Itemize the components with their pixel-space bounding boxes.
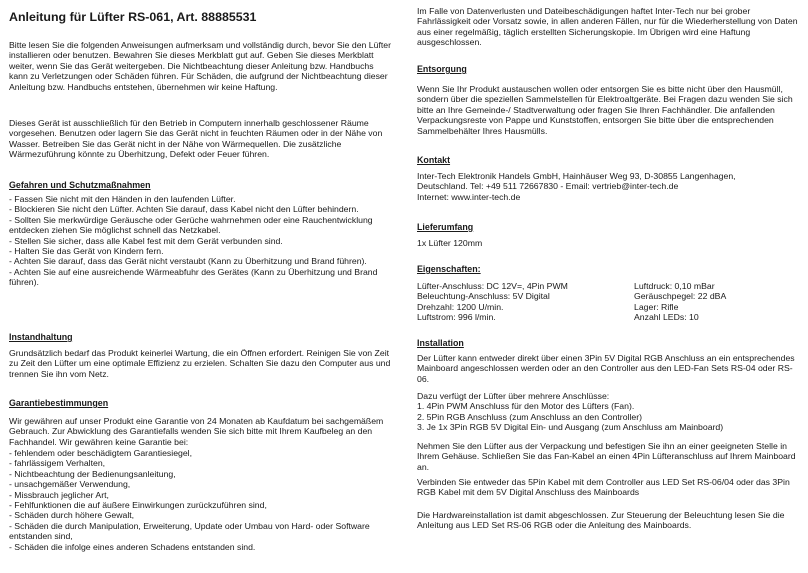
gefahren-item: - Sollten Sie merkwürdige Geräusche oder Gerüche wahrnehmen oder eine Rauchentwicklung entdecken ziehen Sie möglichst schnell das Netzkabel. <box>9 214 373 236</box>
installation-heading: Installation <box>417 338 464 348</box>
kontakt-website: Internet: www.inter-tech.de <box>417 191 521 202</box>
garantie-item: - Missbrauch jeglicher Art, <box>9 489 109 500</box>
eigenschaften-heading: Eigenschaften: <box>417 264 481 274</box>
gefahren-item: - Fassen Sie nicht mit den Händen in den laufenden Lüfter. <box>9 194 236 204</box>
usage-paragraph: Dieses Gerät ist ausschließlich für den Betrieb in Computern innerhalb geschlossener Räume vorgesehen. Benutzen oder lagern Sie das Gerät nicht in feuchten Räumen oder in der Nähe von Wasser. Betreiben Sie das Gerät nicht in der Nähe von Wärmequellen. Die zusätzliche Wärmezuführung könnte zu Überhitzung, Defekt oder Feuer führen. <box>9 118 383 160</box>
installation-list-item: 3. Je 1x 3Pin RGB 5V Digital Ein- und Ausgang (zum Anschluss am Mainboard) <box>417 422 724 433</box>
kontakt-block <box>417 171 801 202</box>
haftung-text: Im Falle von Datenverlusten und Dateibeschädigungen haftet Inter-Tech nur bei grober Fahrlässigkeit oder Vorsatz sowie, in allen anderen Fällen, nur für die Wiederherstellung von Daten aus einer regelmäßig, täglich erstellten Sicherungskopie. Im Übrigen wird eine Haftung ausgeschlossen. <box>417 6 798 48</box>
installation-list-item: 1. 4Pin PWM Anschluss für den Motor des Lüfters (Fan). <box>417 401 635 412</box>
installation-connectors-intro: Dazu verfügt der Lüfter über mehrere Anschlüsse: <box>417 391 610 401</box>
installation-paragraph-1: Der Lüfter kann entweder direkt über einen 3Pin 5V Digital RGB Anschluss an ein entsprechendes Mainboard angeschlossen werden oder an den Controller aus den LED-Fan Sets RS-04 oder RS-06. <box>417 353 795 384</box>
lieferumfang-text: 1x Lüfter 120mm <box>417 238 483 248</box>
spec-item: Luftstrom: 996 l/min. <box>417 312 496 323</box>
spec-item: Lager: Rifle <box>634 301 679 312</box>
garantie-item: - Schäden die infolge eines anderen Schadens entstanden sind. <box>9 541 256 552</box>
specs-right-column <box>634 281 801 323</box>
gefahren-item: - Achten Sie darauf, dass das Gerät nicht verstaubt (Kann zu Überhitzung und Brand führen). <box>9 256 367 267</box>
garantie-heading: Garantiebestimmungen <box>9 398 109 408</box>
instandhaltung-text: Grundsätzlich bedarf das Produkt keinerlei Wartung, die ein Öffnen erfordert. Reinigen Sie von Zeit zu Zeit den Lüfter um eine optimale Effizienz zu erzielen. Schalten Sie dazu den Computer aus und trennen Sie ihn vom Netz. <box>9 348 391 379</box>
spec-item: Luftdruck: 0,10 mBar <box>634 281 715 291</box>
intro-paragraph: Bitte lesen Sie die folgenden Anweisungen aufmerksam und vollständig durch, bevor Sie den Lüfter installieren oder benutzen. Bewahren Sie dieses Merkblatt gut auf. Geben Sie dieses Merkblatt weiter, wenn Sie das Gerät weitergeben. Die Nichtbeachtung dieser Anleitung bzw. Handbuchs kann zu Verletzungen oder Schäden führen. Für Schäden, die aufgrund der Nichtbeachtung dieser Anleitung bzw. Handbuchs entstehen, übernehmen wir keine Haftung. <box>9 40 392 92</box>
garantie-list <box>9 448 393 552</box>
installation-paragraph-4: Verbinden Sie entweder das 5Pin Kabel mit dem Controller aus LED Set RS-06/04 oder das 3Pin RGB Kabel mit dem 5V Digital Anschluss des Mainboards <box>417 477 790 498</box>
spec-item: Geräuschpegel: 22 dBA <box>634 291 727 302</box>
installation-paragraph-5: Die Hardwareinstallation ist damit abgeschlossen. Zur Steuerung der Beleuchtung lesen Sie die Anleitung aus LED Set RS-06 RGB oder die Anleitung des Mainboards. <box>417 510 785 531</box>
garantie-item: - unsachgemäßer Verwendung, <box>9 479 131 490</box>
garantie-text: Wir gewähren auf unser Produkt eine Garantie von 24 Monaten ab Kaufdatum bei sachgemäßem Gebrauch. Zur Abwicklung des Garantiefalls wenden Sie sich bitte mit Ihrem Kaufbeleg an den Fachhandel. Wir gewähren keine Garantie bei: <box>9 416 384 447</box>
garantie-item: - Schäden durch höhere Gewalt, <box>9 510 135 521</box>
gefahren-list <box>9 194 393 288</box>
spec-item: Beleuchtung-Anschluss: 5V Digital <box>417 291 550 302</box>
gefahren-heading: Gefahren und Schutzmaßnahmen <box>9 180 151 190</box>
document-title: Anleitung für Lüfter RS-061, Art. 88885531 <box>9 10 257 24</box>
installation-paragraph-3: Nehmen Sie den Lüfter aus der Verpackung und befestigen Sie ihn an einer geeigneten Stelle in Ihrem Gehäuse. Schließen Sie das Fan-Kabel an einen 4Pin Lüfteranschluss auf Ihrem Mainboard an. <box>417 441 796 472</box>
spec-item: Drehzahl: 1200 U/min. <box>417 301 504 312</box>
lieferumfang-heading: Lieferumfang <box>417 222 474 232</box>
spec-item: Anzahl LEDs: 10 <box>634 312 699 323</box>
specs-table <box>417 281 801 323</box>
garantie-item: - Schäden die durch Manipulation, Erweiterung, Update oder Umbau von Hard- oder Software entstanden sind, <box>9 520 370 542</box>
garantie-item: - Fehlfunktionen die auf äußere Einwirkungen zurückzuführen sind, <box>9 500 267 511</box>
installation-list-item: 2. 5Pin RGB Anschluss (zum Anschluss an den Controller) <box>417 411 643 422</box>
spec-item: Lüfter-Anschluss: DC 12V=, 4Pin PWM <box>417 281 568 291</box>
instandhaltung-heading: Instandhaltung <box>9 332 73 342</box>
garantie-item: - fehlendem oder beschädigtem Garantiesiegel, <box>9 448 193 458</box>
kontakt-phone-email: Deutschland. Tel: +49 511 72667830 - Email: vertrieb@inter-tech.de <box>417 181 679 192</box>
entsorgung-text: Wenn Sie Ihr Produkt austauschen wollen oder entsorgen Sie es bitte nicht über den Hausmüll, sondern über die speziellen Sammelstellen für Elektroaltgeräte. Bei Fragen dazu wenden Sie sich bitte an Ihre Gemeinde-/ Stadtverwaltung oder fragen Sie Ihren Fachhändler. Die anfallenden Verpackungsreste von Pappe und Kunststoffen, entsorgen Sie bitte über die entsprechenden Sammelbehälter Ihres Hausmülls. <box>417 84 793 136</box>
installation-connectors <box>417 391 801 433</box>
gefahren-item: - Blockieren Sie nicht den Lüfter. Achten Sie darauf, dass Kabel nicht den Lüfter behindern. <box>9 204 359 215</box>
gefahren-item: - Halten Sie das Gerät von Kindern fern. <box>9 246 164 257</box>
gefahren-item: - Stellen Sie sicher, dass alle Kabel fest mit dem Gerät verbunden sind. <box>9 235 283 246</box>
kontakt-heading: Kontakt <box>417 155 451 165</box>
entsorgung-heading: Entsorgung <box>417 64 467 74</box>
specs-left-column <box>417 281 634 323</box>
garantie-item: - Nichtbeachtung der Bedienungsanleitung, <box>9 468 176 479</box>
kontakt-address: Inter-Tech Elektronik Handels GmbH, Hainhäuser Weg 93, D-30855 Langenhagen, <box>417 171 736 181</box>
gefahren-item: - Achten Sie auf eine ausreichende Wärmeabfuhr des Gerätes (Kann zu Überhitzung und Brand führen). <box>9 266 378 288</box>
garantie-item: - fahrlässigem Verhalten, <box>9 458 106 469</box>
